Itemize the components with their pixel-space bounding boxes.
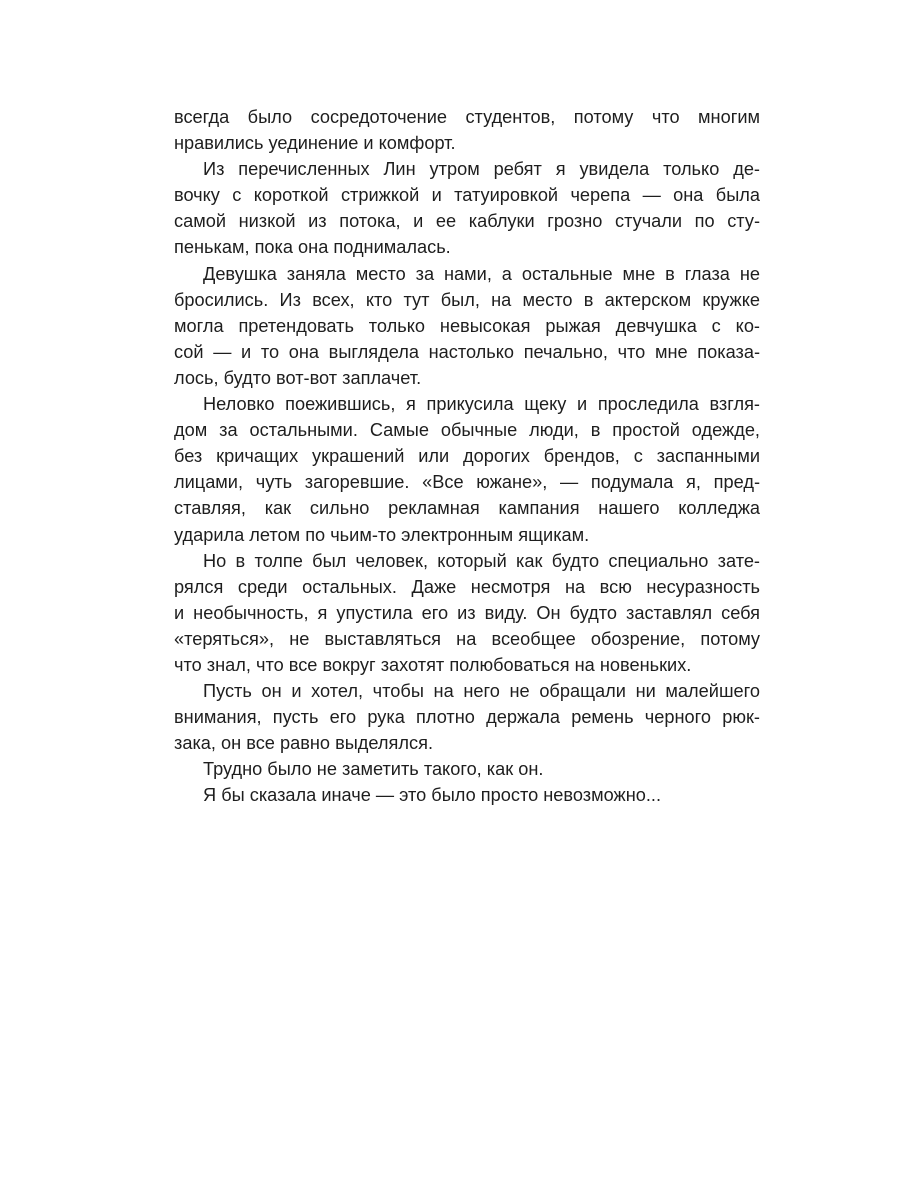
text-line: без кричащих украшений или дорогих брендов, с заспанными: [174, 446, 760, 467]
text-line: ставляя, как сильно рекламная кампания нашего колледжа: [174, 498, 760, 519]
text-line: что знал, что все вокруг захотят полюбоваться на новеньких.: [174, 654, 692, 675]
text-line: всегда было сосредоточение студентов, потому что многим: [174, 107, 760, 127]
paragraph-6: [174, 678, 760, 756]
text-line: могла претендовать только невысокая рыжая девчушка с ко-: [174, 315, 760, 336]
text-line: ударила летом по чьим-то электронным ящикам.: [174, 524, 590, 545]
paragraph-4: [174, 391, 760, 548]
text-line: Я бы сказала иначе — это было просто невозможно...: [203, 785, 662, 806]
text-line: Из перечисленных Лин утром ребят я увидела только де-: [203, 159, 760, 180]
paragraph-8: [174, 782, 760, 808]
text-line: Неловко поежившись, я прикусила щеку и проследила взгля-: [203, 394, 760, 415]
text-line: Трудно было не заметить такого, как он.: [203, 759, 544, 780]
text-line: «теряться», не выставляться на всеобщее обозрение, потому: [174, 628, 760, 649]
text-line: сой — и то она выглядела настолько печально, что мне показа-: [174, 341, 760, 362]
paragraph-2: [174, 156, 760, 260]
text-line: Девушка заняла место за нами, а остальные мне в глаза не: [203, 263, 760, 284]
text-line: дом за остальными. Самые обычные люди, в простой одежде,: [174, 420, 760, 441]
text-line: и необычность, я упустила его из виду. Он будто заставлял себя: [174, 602, 760, 623]
text-line: рялся среди остальных. Даже несмотря на всю несуразность: [174, 576, 760, 597]
text-line: лось, будто вот-вот заплачет.: [174, 367, 422, 388]
text-line: пенькам, пока она поднималась.: [174, 237, 451, 258]
paragraph-1: [174, 104, 760, 156]
text-line: Но в толпе был человек, который как будто специально зате-: [203, 550, 760, 571]
paragraph-7: [174, 756, 760, 782]
book-page-text: [174, 104, 760, 809]
text-line: зака, он все равно выделялся.: [174, 733, 433, 754]
text-line: внимания, пусть его рука плотно держала ремень черного рюк-: [174, 707, 760, 728]
text-line: вочку с короткой стрижкой и татуировкой черепа — она была: [174, 185, 760, 206]
paragraph-3: [174, 261, 760, 391]
text-line: самой низкой из потока, и ее каблуки грозно стучали по сту-: [174, 211, 760, 232]
text-line: Пусть он и хотел, чтобы на него не обращали ни малейшего: [203, 681, 760, 702]
text-line: лицами, чуть загоревшие. «Все южане», — подумала я, пред-: [174, 472, 760, 493]
paragraph-5: [174, 548, 760, 678]
text-line: бросились. Из всех, кто тут был, на место в актерском кружке: [174, 289, 760, 310]
text-line: нравились уединение и комфорт.: [174, 133, 456, 154]
